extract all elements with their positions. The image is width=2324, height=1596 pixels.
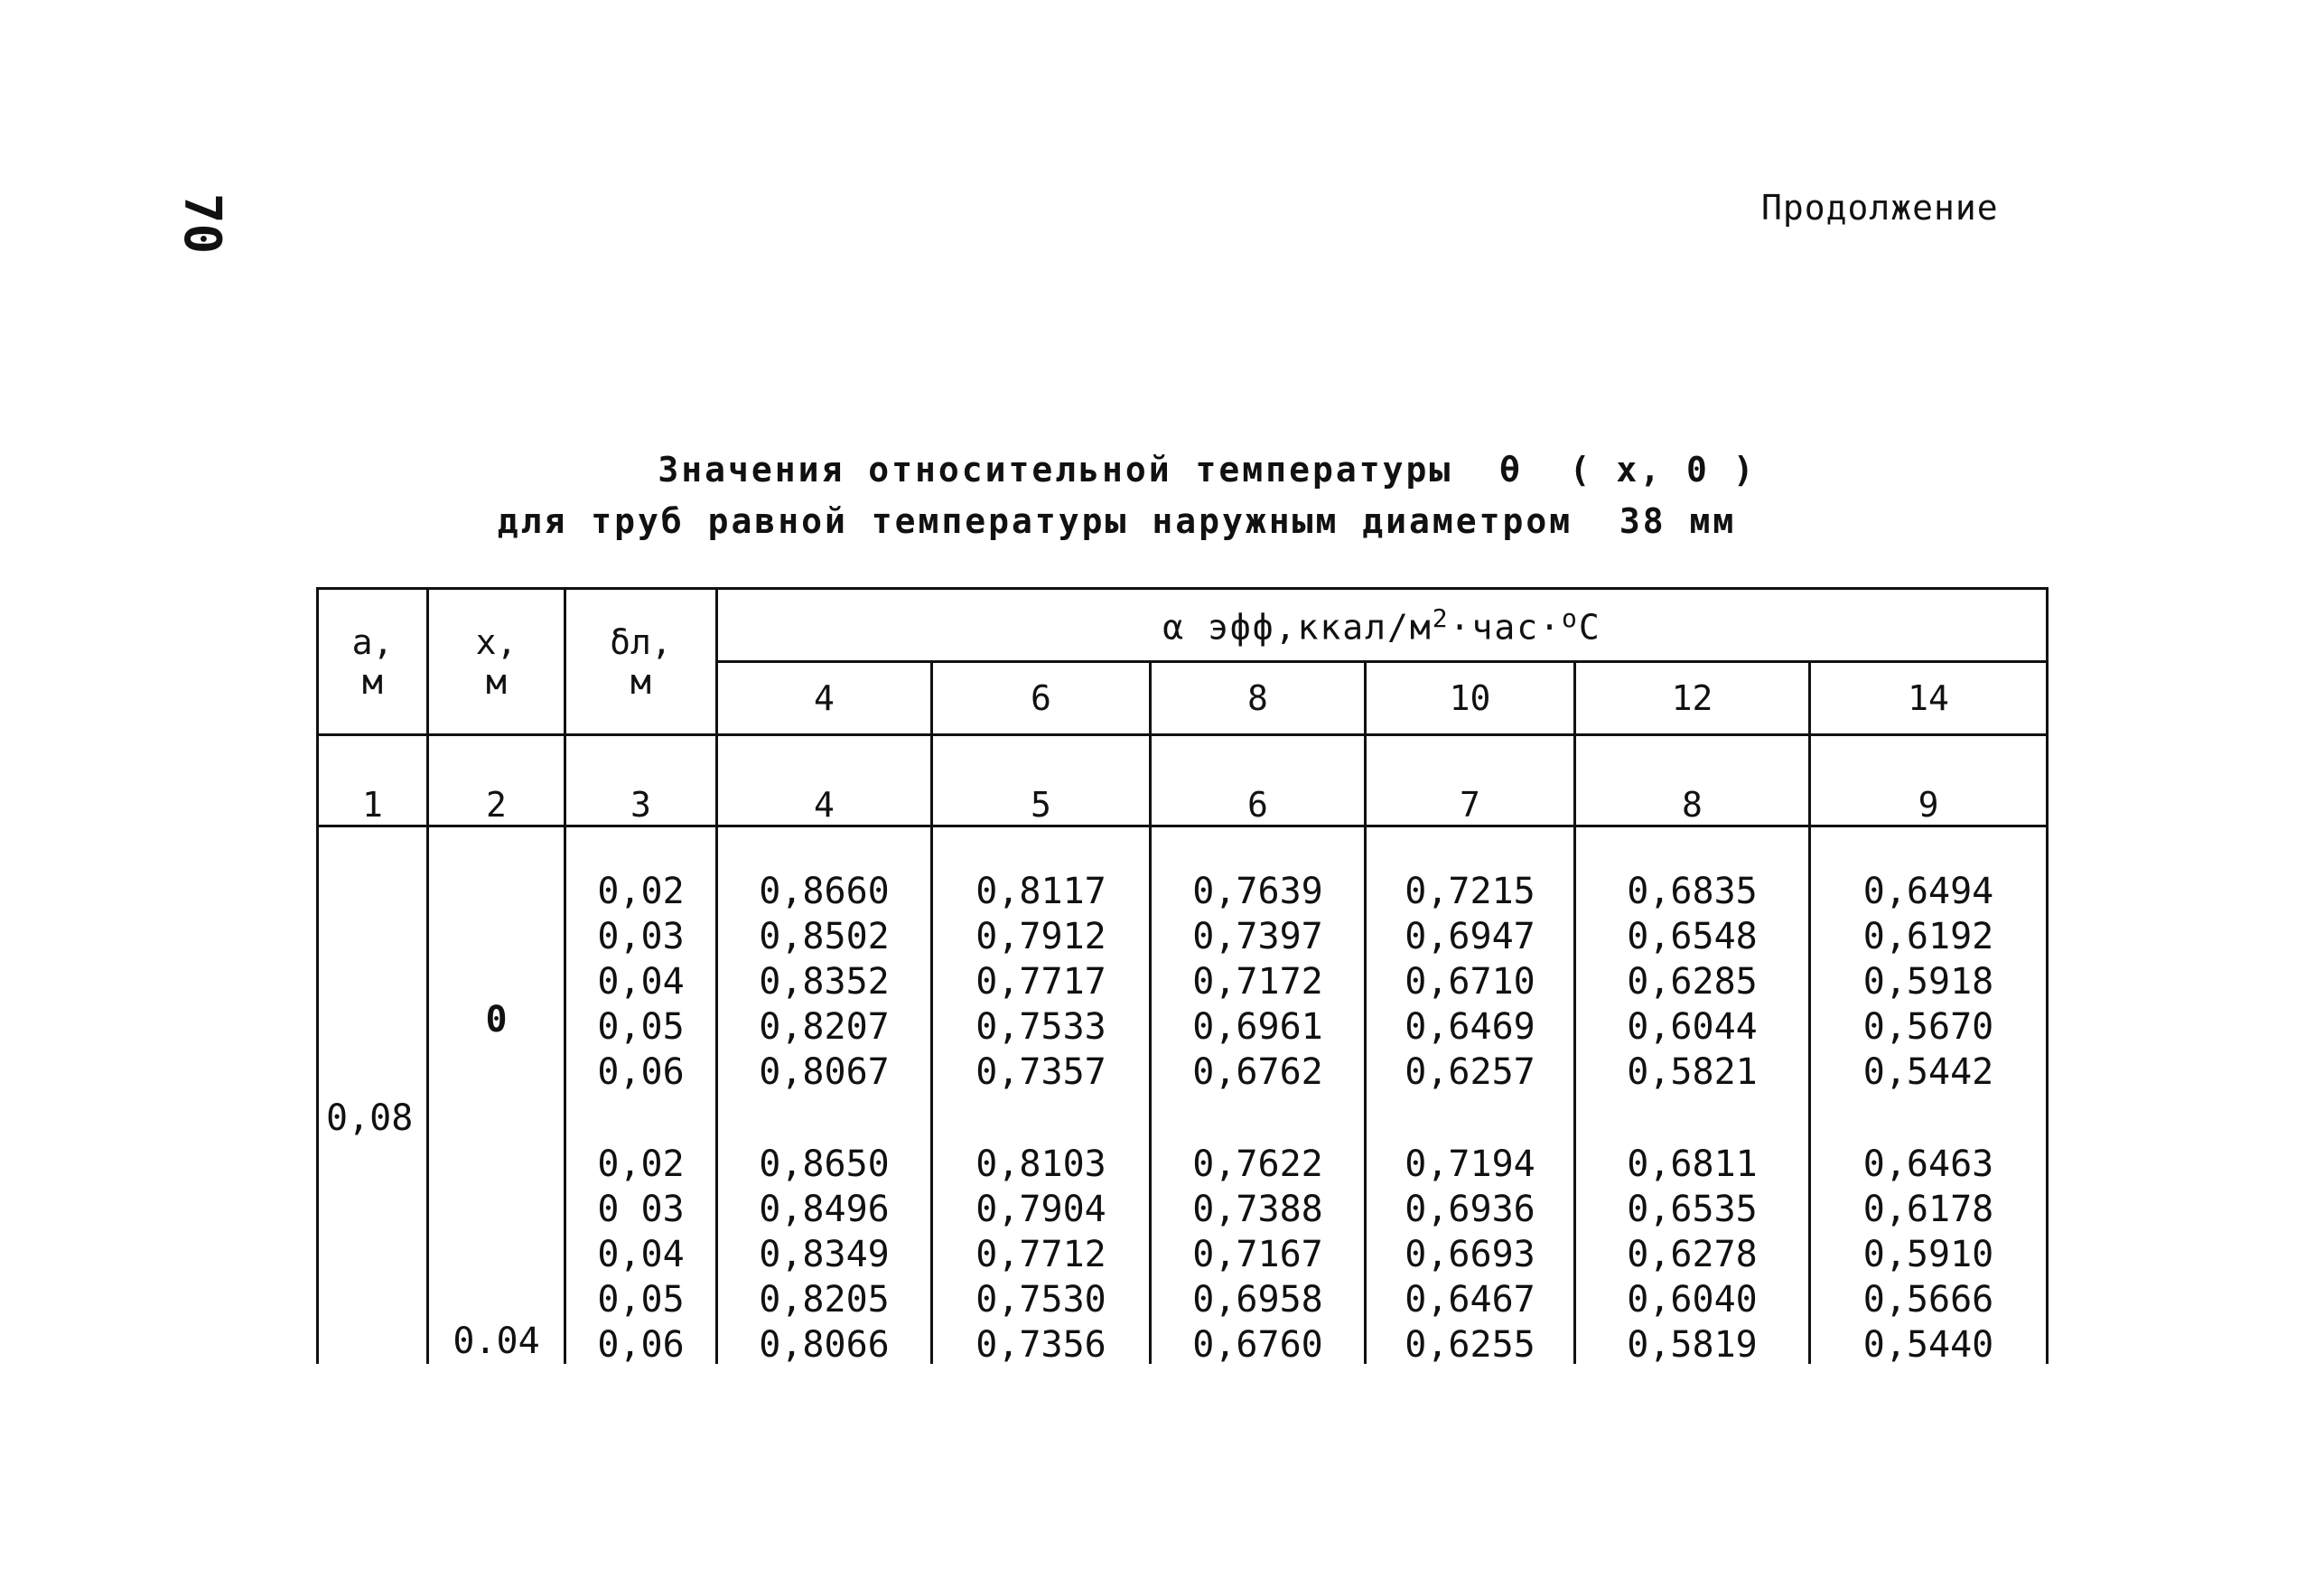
theta-column	[1151, 873, 1366, 1364]
header-x-label: x,	[475, 621, 518, 662]
theta-value: 0,6548	[1627, 916, 1758, 957]
x-value: 0.04	[453, 1321, 540, 1362]
column-number: 4	[717, 735, 932, 826]
delta-value: 0,05	[597, 1006, 685, 1048]
theta-value: 0,8349	[759, 1234, 890, 1275]
header-x-unit: м	[486, 661, 507, 702]
theta-value: 0,6710	[1405, 961, 1535, 1003]
alpha-value: 12	[1575, 662, 1810, 735]
theta-value: 0,8205	[759, 1279, 890, 1321]
theta-value: 0,7712	[975, 1234, 1106, 1275]
header-a-label: a,	[351, 621, 394, 662]
theta-value: 0,8067	[759, 1051, 890, 1093]
delta-value: 0,06	[597, 1324, 685, 1366]
theta-value: 0,6463	[1862, 1143, 1994, 1185]
theta-value: 0,6278	[1627, 1234, 1758, 1275]
theta-value: 0,8207	[759, 1006, 890, 1048]
column-number: 5	[932, 735, 1151, 826]
theta-value: 0,7356	[975, 1324, 1106, 1366]
theta-value: 0,6835	[1627, 871, 1758, 912]
delta-value: 0,06	[597, 1051, 685, 1093]
header-x	[428, 589, 565, 735]
table-body-row	[318, 873, 2048, 1364]
alpha-value: 14	[1810, 662, 2048, 735]
column-number-row	[318, 735, 2048, 826]
delta-value: 0,04	[597, 961, 685, 1003]
theta-value: 0,7397	[1192, 916, 1323, 957]
column-number: 8	[1575, 735, 1810, 826]
theta-column	[932, 873, 1151, 1364]
theta-value: 0,8496	[759, 1189, 890, 1230]
header-alpha-degree: о	[1562, 602, 1579, 633]
theta-value: 0,5666	[1862, 1279, 1994, 1321]
theta-value: 0,6961	[1192, 1006, 1323, 1048]
temperature-table	[316, 587, 2049, 1364]
header-delta-label: δл,	[610, 621, 672, 662]
theta-value: 0,8352	[759, 961, 890, 1003]
delta-value: 0,05	[597, 1279, 685, 1321]
delta-value: 0,04	[597, 1234, 685, 1275]
x-value: 0	[485, 999, 508, 1041]
theta-value: 0,6936	[1405, 1189, 1535, 1230]
column-number: 7	[1366, 735, 1575, 826]
theta-value: 0,8117	[975, 871, 1106, 912]
column-number: 3	[565, 735, 717, 826]
header-delta	[565, 589, 717, 735]
theta-value: 0,6762	[1192, 1051, 1323, 1093]
header-a-unit: м	[362, 661, 383, 702]
x-column	[428, 873, 565, 1364]
theta-value: 0,7533	[975, 1006, 1106, 1048]
theta-value: 0,6760	[1192, 1324, 1323, 1366]
theta-value: 0,7215	[1405, 871, 1535, 912]
theta-value: 0,6040	[1627, 1279, 1758, 1321]
header-alpha-rest: ·час·	[1449, 607, 1563, 648]
theta-value: 0,7912	[975, 916, 1106, 957]
theta-value: 0,6178	[1862, 1189, 1994, 1230]
theta-value: 0,6285	[1627, 961, 1758, 1003]
theta-value: 0,7172	[1192, 961, 1323, 1003]
header-alpha-label: α эфф,ккал/м	[1162, 607, 1433, 648]
theta-value: 0,5918	[1862, 961, 1994, 1003]
a-value: 0,08	[318, 873, 428, 1364]
theta-value: 0,8066	[759, 1324, 890, 1366]
theta-column	[1810, 873, 2048, 1364]
theta-value: 0,7194	[1405, 1143, 1535, 1185]
theta-value: 0,6958	[1192, 1279, 1323, 1321]
theta-value: 0,6693	[1405, 1234, 1535, 1275]
alpha-value: 4	[717, 662, 932, 735]
alpha-value: 8	[1151, 662, 1366, 735]
theta-value: 0,7639	[1192, 871, 1323, 912]
theta-value: 0,5670	[1862, 1006, 1994, 1048]
theta-value: 0,7622	[1192, 1143, 1323, 1185]
theta-value: 0,5442	[1862, 1051, 1994, 1093]
theta-value: 0,6255	[1405, 1324, 1535, 1366]
theta-value: 0,7717	[975, 961, 1106, 1003]
theta-value: 0,5819	[1627, 1324, 1758, 1366]
theta-value: 0,5910	[1862, 1234, 1994, 1275]
theta-column	[717, 873, 932, 1364]
theta-value: 0,6257	[1405, 1051, 1535, 1093]
column-number: 1	[318, 735, 428, 826]
delta-value: 0,02	[597, 871, 685, 912]
delta-column	[565, 873, 717, 1364]
header-alpha	[717, 589, 2048, 662]
theta-column	[1575, 873, 1810, 1364]
delta-value: 0,03	[597, 916, 685, 957]
theta-value: 0,7388	[1192, 1189, 1323, 1230]
header-a	[318, 589, 428, 735]
theta-column	[1366, 873, 1575, 1364]
theta-value: 0,6947	[1405, 916, 1535, 957]
theta-value: 0,6535	[1627, 1189, 1758, 1230]
theta-value: 0,8650	[759, 1143, 890, 1185]
theta-value: 0,6469	[1405, 1006, 1535, 1048]
theta-value: 0,6494	[1862, 871, 1994, 912]
delta-value: 0 03	[597, 1189, 685, 1230]
column-number: 6	[1151, 735, 1366, 826]
page-number: 70	[173, 192, 232, 255]
theta-value: 0,6811	[1627, 1143, 1758, 1185]
column-number: 9	[1810, 735, 2048, 826]
theta-value: 0,8660	[759, 871, 890, 912]
theta-value: 0,6467	[1405, 1279, 1535, 1321]
theta-value: 0,7530	[975, 1279, 1106, 1321]
theta-value: 0,8103	[975, 1143, 1106, 1185]
column-number: 2	[428, 735, 565, 826]
header-alpha-c: С	[1578, 607, 1601, 648]
theta-value: 0,7904	[975, 1189, 1106, 1230]
header-delta-unit: м	[630, 661, 651, 702]
theta-value: 0,7167	[1192, 1234, 1323, 1275]
table-title-line2: для труб равной температуры наружным диаметром 38 мм	[497, 501, 1737, 541]
alpha-value: 6	[932, 662, 1151, 735]
delta-value: 0,02	[597, 1143, 685, 1185]
theta-value: 0,5440	[1862, 1324, 1994, 1366]
alpha-value: 10	[1366, 662, 1575, 735]
table-title-line1: Значения относительной температуры θ ( x, 0 )	[658, 450, 1757, 490]
header-alpha-sup: 2	[1432, 602, 1450, 633]
theta-value: 0,6044	[1627, 1006, 1758, 1048]
continuation-label: Продолжение	[1761, 188, 1999, 228]
theta-value: 0,8502	[759, 916, 890, 957]
theta-value: 0,5821	[1627, 1051, 1758, 1093]
theta-value: 0,6192	[1862, 916, 1994, 957]
theta-value: 0,7357	[975, 1051, 1106, 1093]
